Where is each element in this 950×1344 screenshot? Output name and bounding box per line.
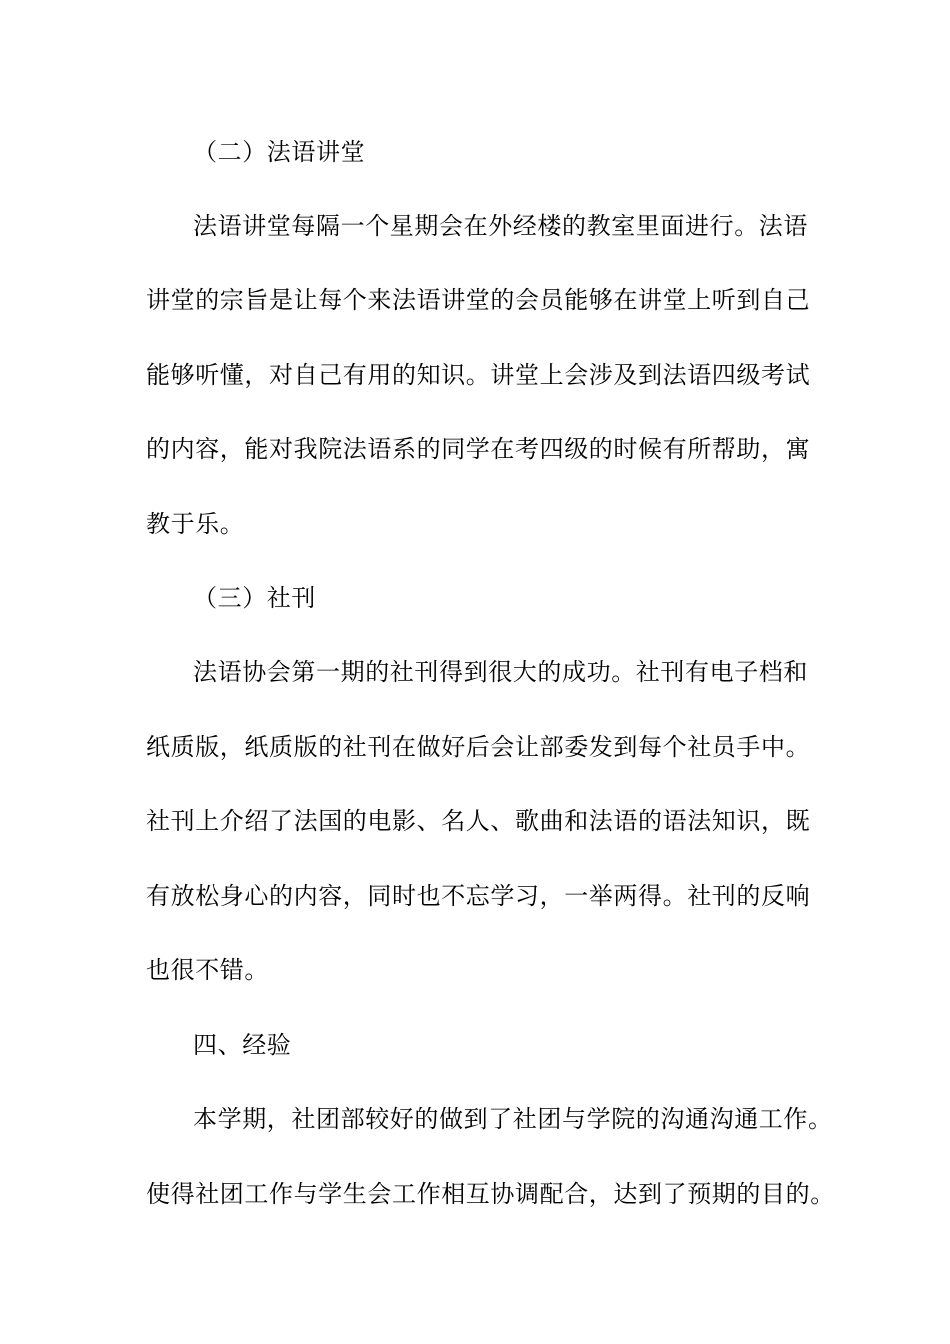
paragraph-line: 本学期，社团部较好的做到了社团与学院的沟通沟通工作。 xyxy=(193,1105,833,1133)
section-heading-experience: 四、经验 xyxy=(193,1031,292,1059)
paragraph-line: 社刊上介绍了法国的电影、名人、歌曲和法语的语法知识，既 xyxy=(146,807,811,835)
section-heading-club-journal: （三）社刊 xyxy=(193,584,316,612)
paragraph-line: 纸质版，纸质版的社刊在做好后会让部委发到每个社员手中。 xyxy=(146,733,811,761)
paragraph-line: 法语协会第一期的社刊得到很大的成功。社刊有电子档和 xyxy=(193,658,808,686)
paragraph-line: 能够听懂，对自己有用的知识。讲堂上会涉及到法语四级考试 xyxy=(146,361,811,389)
paragraph-line: 教于乐。 xyxy=(146,510,245,538)
section-heading-french-lecture: （二）法语讲堂 xyxy=(193,138,366,166)
paragraph-line: 的内容，能对我院法语系的同学在考四级的时候有所帮助，寓 xyxy=(146,435,811,463)
paragraph-line: 使得社团工作与学生会工作相互协调配合，达到了预期的目的。 xyxy=(146,1180,835,1208)
paragraph-line: 讲堂的宗旨是让每个来法语讲堂的会员能够在讲堂上听到自己 xyxy=(146,286,811,314)
paragraph-line: 法语讲堂每隔一个星期会在外经楼的教室里面进行。法语 xyxy=(193,212,808,240)
paragraph-line: 也很不错。 xyxy=(146,956,269,984)
paragraph-line: 有放松身心的内容，同时也不忘学习，一举两得。社刊的反响 xyxy=(146,882,811,910)
